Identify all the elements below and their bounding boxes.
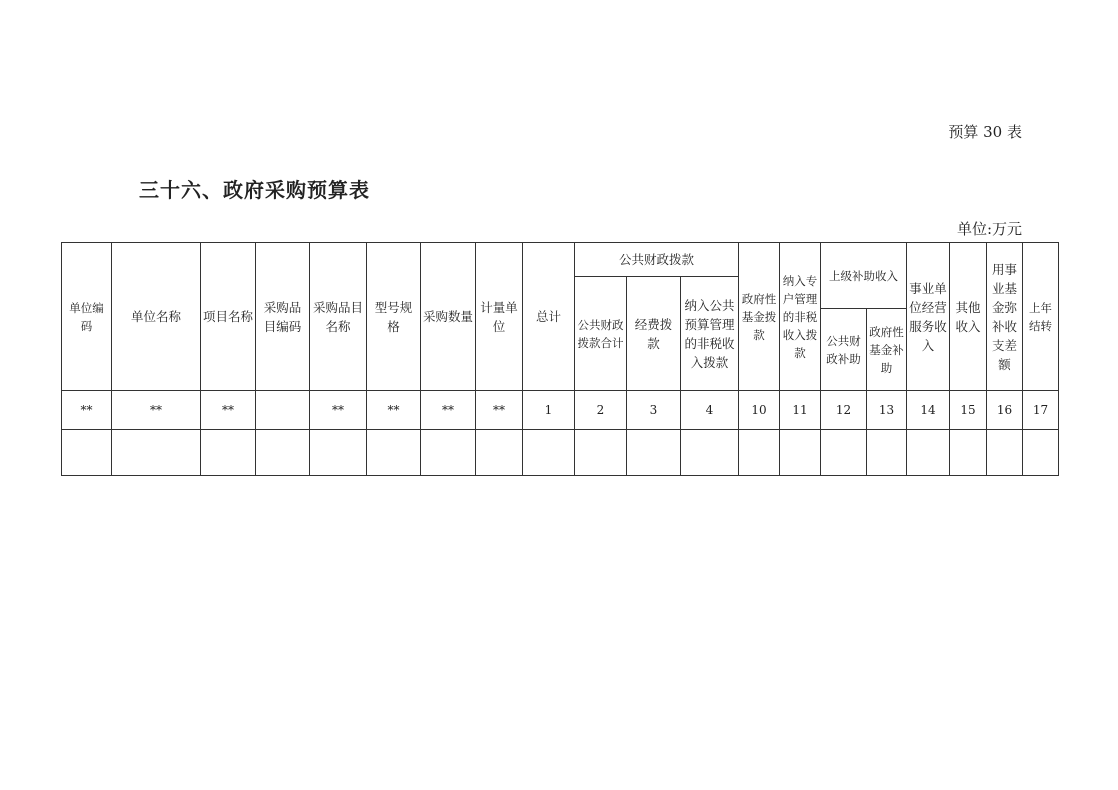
header-business-income: 事业单位经营服务收入 — [907, 243, 950, 391]
table-cell: 3 — [627, 391, 681, 430]
table-cell: 10 — [739, 391, 780, 430]
header-public-finance: 公共财政拨款 — [575, 243, 739, 277]
table-cell — [421, 430, 476, 476]
header-total: 总计 — [523, 243, 575, 391]
table-cell: 13 — [867, 391, 907, 430]
table-cell: ** — [310, 391, 367, 430]
table-cell — [112, 430, 201, 476]
page-title: 三十六、政府采购预算表 — [139, 178, 370, 202]
header-public-finance-total: 公共财政拨款合计 — [575, 277, 627, 391]
table-cell — [627, 430, 681, 476]
table-cell — [523, 430, 575, 476]
header-item-name: 采购品目名称 — [310, 243, 367, 391]
table-cell — [310, 430, 367, 476]
table-cell: 4 — [681, 391, 739, 430]
unit-label: 单位:万元 — [956, 220, 1022, 238]
header-public-finance-subsidy: 公共财政补助 — [821, 309, 867, 391]
table-cell — [867, 430, 907, 476]
table-cell — [739, 430, 780, 476]
table-cell — [476, 430, 523, 476]
header-gov-fund-subsidy: 政府性基金补助 — [867, 309, 907, 391]
table-cell: 17 — [1023, 391, 1059, 430]
header-measure-unit: 计量单位 — [476, 243, 523, 391]
header-item-code: 采购品目编码 — [256, 243, 310, 391]
table-cell: 16 — [987, 391, 1023, 430]
header-unit-name: 单位名称 — [112, 243, 201, 391]
table-cell — [681, 430, 739, 476]
table-cell — [780, 430, 821, 476]
table-cell — [987, 430, 1023, 476]
table-cell: ** — [62, 391, 112, 430]
header-carryover: 上年结转 — [1023, 243, 1059, 391]
form-id: 预算 30 表 — [948, 123, 1022, 141]
table-cell: 11 — [780, 391, 821, 430]
table-cell: ** — [421, 391, 476, 430]
header-project-name: 项目名称 — [201, 243, 256, 391]
table-cell: ** — [201, 391, 256, 430]
table-cell — [62, 430, 112, 476]
table-cell — [367, 430, 421, 476]
table-cell: ** — [367, 391, 421, 430]
header-quantity: 采购数量 — [421, 243, 476, 391]
table-cell — [1023, 430, 1059, 476]
header-nontax-special: 纳入专户管理的非税收入拨款 — [780, 243, 821, 391]
table-cell: 12 — [821, 391, 867, 430]
header-model-spec: 型号规格 — [367, 243, 421, 391]
budget-table — [61, 242, 1059, 476]
header-fund-offset: 用事业基金弥补收支差额 — [987, 243, 1023, 391]
table-cell: 15 — [950, 391, 987, 430]
table-cell — [256, 391, 310, 430]
table-cell — [821, 430, 867, 476]
table-row — [62, 430, 1059, 476]
header-superior-subsidy: 上级补助收入 — [821, 243, 907, 309]
table-cell: ** — [476, 391, 523, 430]
header-gov-fund: 政府性基金拨款 — [739, 243, 780, 391]
table-cell: ** — [112, 391, 201, 430]
table-cell: 1 — [523, 391, 575, 430]
table-cell — [950, 430, 987, 476]
header-funding: 经费拨款 — [627, 277, 681, 391]
table-cell — [256, 430, 310, 476]
table-cell — [201, 430, 256, 476]
header-other-income: 其他收入 — [950, 243, 987, 391]
table-cell — [907, 430, 950, 476]
table-cell: 2 — [575, 391, 627, 430]
header-nontax-public: 纳入公共预算管理的非税收入拨款 — [681, 277, 739, 391]
table-cell — [575, 430, 627, 476]
header-unit-code: 单位编码 — [62, 243, 112, 391]
table-cell: 14 — [907, 391, 950, 430]
table-row — [62, 391, 1059, 430]
